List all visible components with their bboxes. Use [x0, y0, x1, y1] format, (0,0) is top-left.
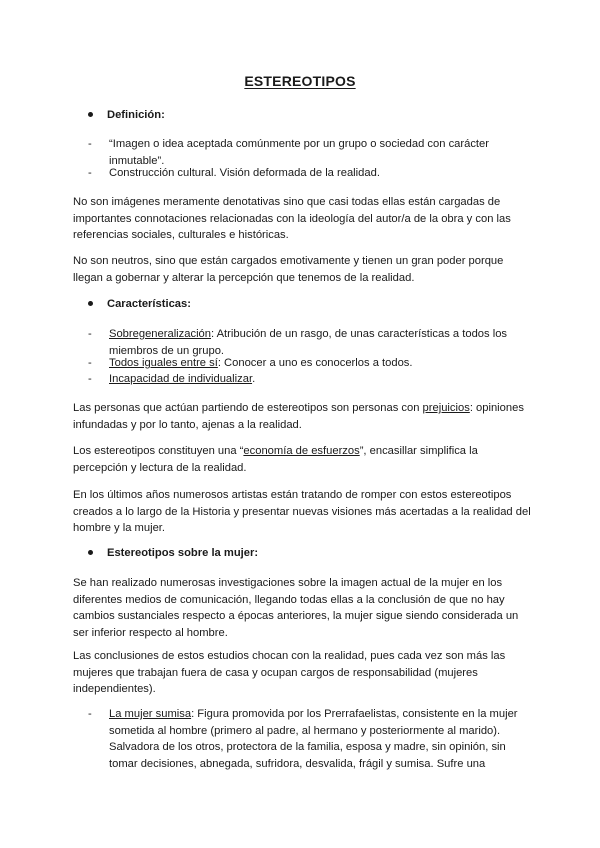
paragraph: No son neutros, sino que están cargados emotivamente y tienen un gran poder porque llegan a gobernar y alterar la percepción que tenemos de la realidad. [73, 255, 504, 284]
heading-mujer: Estereotipos sobre la mujer: [88, 545, 258, 562]
bullet-icon [88, 112, 93, 117]
paragraph: Se han realizado numerosas investigaciones sobre la imagen actual de la mujer en los diferentes medios de comunicación, llegando todas ellas a la conclusión de que no hay cambios sustanciales respecto a épocas anteriores, la mujer sigue siendo considerada un ser inferior respecto al hombre. [73, 577, 519, 639]
list-item-text: Construcción cultural. Visión deformada de la realidad. [109, 167, 380, 179]
dash-icon: - [88, 138, 92, 150]
heading-definicion: Definición: [88, 107, 165, 124]
paragraph: En los últimos años numerosos artistas están tratando de romper con estos estereotipos creados a lo largo de la Historia y presentar nuevas visiones más acertadas a la realidad del hombre y la mujer. [73, 489, 531, 535]
term-incapacidad: Incapacidad de individualizar [109, 373, 253, 385]
list-item [88, 355, 528, 372]
term-mujer-sumisa: La mujer sumisa [109, 708, 192, 720]
term-economia-esfuerzos: economía de esfuerzos [243, 445, 360, 457]
list-item-text: Todos iguales entre sí: Conocer a uno es conocerlos a todos. [109, 357, 413, 369]
list-item-text: Incapacidad de individualizar. [109, 373, 256, 385]
list-item-text: “Imagen o idea aceptada comúnmente por un grupo o sociedad con carácter inmutable”. [109, 138, 489, 167]
list-item [88, 706, 528, 786]
paragraph: Los estereotipos constituyen una “economía de esfuerzos”, encasillar simplifica la percepción y lectura de la realidad. [73, 445, 478, 474]
list-item [88, 165, 528, 182]
bullet-icon [88, 550, 93, 555]
dash-icon: - [88, 708, 92, 720]
list-item-text: La mujer sumisa: Figura promovida por los Prerrafaelistas, consistente en la mujer sometida al hombre (primero al padre, al hermano y posteriormente al marido). Salvadora de los otros, protectora de la familia, esposa y madre, sin opinión, sin tomar decisiones, abnegada, sufridora, desvalida, frágil y sumisa. Sufre una [109, 708, 518, 770]
bullet-icon [88, 301, 93, 306]
term-sobregeneralizacion: Sobregeneralización [109, 328, 211, 340]
term-prejuicios: prejuicios [422, 402, 470, 414]
list-item [88, 371, 528, 388]
list-item-text: Sobregeneralización: Atribución de un rasgo, de unas características a todos los miembros de un grupo. [109, 328, 508, 357]
dash-icon: - [88, 167, 92, 179]
paragraph: Las personas que actúan partiendo de estereotipos son personas con prejuicios: opiniones infundadas y por lo tanto, ajenas a la realidad. [73, 402, 524, 431]
paragraph: Las conclusiones de estos estudios chocan con la realidad, pues cada vez son más las mujeres que trabajan fuera de casa y ocupan cargos de responsabilidad (mujeres independientes). [73, 650, 506, 696]
dash-icon: - [88, 328, 92, 340]
dash-icon: - [88, 373, 92, 385]
heading-caracteristicas: Características: [88, 296, 191, 313]
dash-icon: - [88, 357, 92, 369]
page-title: ESTEREOTIPOS [244, 73, 356, 89]
term-todos-iguales: Todos iguales entre sí [109, 357, 218, 369]
paragraph: No son imágenes meramente denotativas sino que casi todas ellas están cargadas de importantes connotaciones relacionadas con la ideología del autor/a de la obra y con las referencias sociales, culturales e históricas. [73, 196, 511, 242]
